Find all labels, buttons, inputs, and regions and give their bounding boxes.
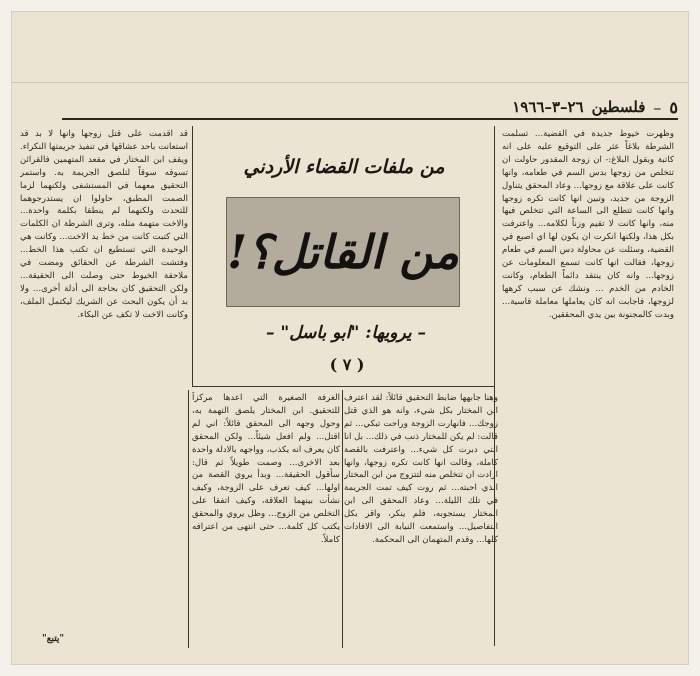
page-number: ٥: [669, 97, 678, 117]
byline: – يرويها: "ابو باسل" –: [266, 323, 426, 343]
issue-date: ٢٦–٣–١٩٦٦: [512, 98, 584, 116]
article-column-mid-right: [344, 392, 498, 652]
column-text: قد اقدمت على قتل زوجها وانها لا بد قد استعانت باحد عشاقها في تنفيذ جريمتها النكراء. ويقف ابن المختار في مقعد المتهمين فالقرائن تسوقه سوقاً لتلصق الجريمة به. واستمر التحقيق معهما في المستشفى ولكنهما لزما الصمت المطبق، حاولوا ان يستدرجوهما للتحدث ولكنهما لم ينطقا بكلمة واحدة... والاخت متهمة مثله، وترى الشرطة ان الكلمات التي كتبت كانت من خط يد الاخت... وكانت هي الوحيدة التي تستطيع ان تكتب هذا الخط... وفتشت الشرطة عن الحقائق ومضت في ملاحقة الخيوط حتى وصلت الى الحقيقة... ولكن التحقيق كان بحاجة الى أدلة أخرى... ولا بد أن يكون البحث عن الشريك ليكتمل الملف، وكانت الاخت لا تكف عن البكاء.: [20, 129, 188, 320]
part-number: ( ٧ ): [329, 355, 365, 374]
column-text: الغرفة الصغيرة التي اعدها مركزاً للتحقيق. ابن المختار يلصق التهمة به، وحول وجهه الى المحقق قائلاً: اني لم اقتل... ولم افعل شيئاً... ولكن المحقق كان يعرف انه يكذب، وواجهه بالادلة واحدة بعد الاخرى... وصمت طويلاً ثم قال: سأقول الحقيقة... وبدأ يروي القصة من اولها... كيف تعرف على الزوجة، وكيف نشأت بينهما العلاقة، وكيف اتفقا على التخلص من الزوج... وظل يروي والمحقق يكتب كل كلمة... حتى انتهى من اعترافه كاملاً.: [192, 393, 340, 545]
column-text: وظهرت خيوط جديدة في القضية... تسلمت الشرطة بلاغاً عثر على التوقيع عليه على انه كاتبة وبقول البلاغ:- ان زوجة المقدور حاولت ان تتخلص من زوجها بدس السم في طعامه، وانها كانت على علاقة مع زوجها... وعاد المحقق يتناول الزوجة من جديد، وتبين انها كانت تكره زوجها وانها كانت تتطلع الى الساعة التي تتخلص فيها منه، وانها كانت لا تقيم وزناً لكلامه... واعترفت بكل هذا، ولكنها انكرت ان يكون لها اي اصبع في القضية، وسئلت عن محاولة دس السم في طعام زوجها، فقالت انها كانت تسمع المعلومات عن زوجها... وانه كان ينتقد دائماً الطعام، وكانت الخادم من الخدم ... ونشك عن سبب كرهها لزوجها، فاجابت انه كان يعاملها معاملة قاسية... وبدت كالمجنونة بين يدي المحققين.: [502, 129, 674, 320]
column-text: وهنا جابهها ضابط التحقيق قائلاً: لقد اعترف ابن المختار بكل شيء، وانه هو الذي قتل زوجك... فانهارت الزوجة وراحت تبكي... ثم قالت: لم يكن للمختار ذنب في ذلك... بل انا التي دبرت كل شيء... واعترفت بالقصة كاملة، وقالت انها كانت تكره زوجها، وانها ارادت ان تتخلص منه لتتزوج من ابن المختار الذي احبته... ثم روت كيف تمت الجريمة في تلك الليلة... وعاد المحقق الى ابن المختار يستجوبه، فلم ينكر، واقر بكل التفاصيل... واستمعت النيابة الى الافادات كلها... وقدم المتهمان الى المحكمة.: [344, 393, 498, 545]
newspaper-name: فلسطين: [591, 98, 646, 116]
headline-title: من القاتل؟!: [227, 225, 459, 279]
column-divider-lower-mid: [342, 390, 343, 648]
continued-note: "يتبع": [42, 634, 65, 644]
masthead-separator: –: [653, 97, 662, 117]
article-column-mid-left: [192, 392, 340, 652]
headline-bottom-rule: [192, 386, 494, 387]
column-divider-lower-left: [188, 390, 189, 648]
masthead: [62, 96, 678, 120]
fold-line: [12, 82, 688, 83]
newspaper-page: [12, 12, 688, 664]
article-column-right: [502, 128, 674, 648]
series-heading: من ملفات القضاء الأردني: [243, 156, 445, 178]
headline-box: [226, 197, 460, 307]
article-column-left: [20, 128, 188, 648]
column-divider-left: [192, 126, 193, 386]
